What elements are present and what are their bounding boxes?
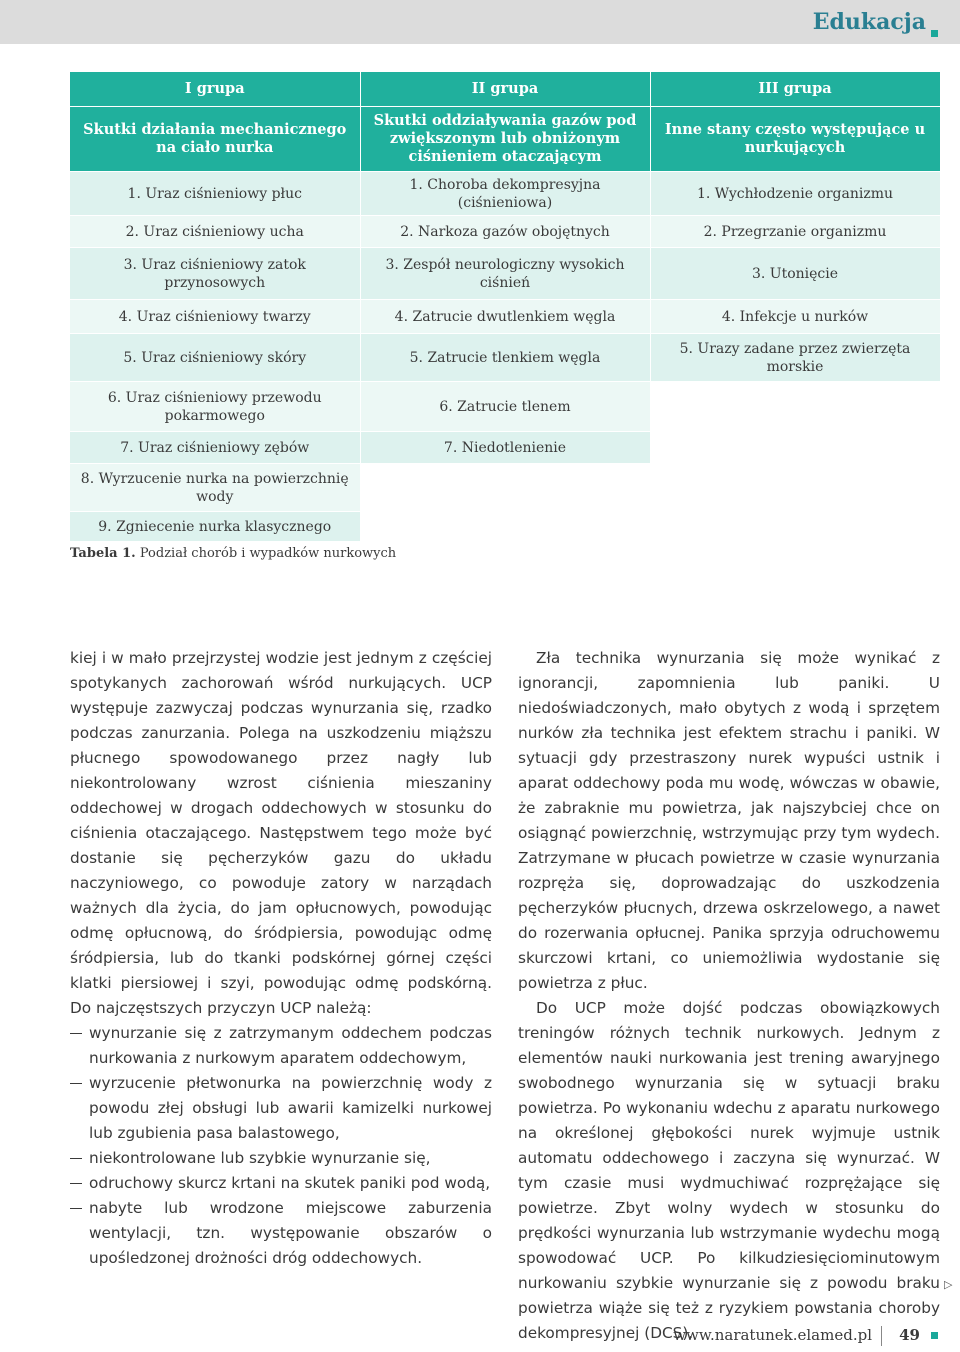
group-subheader-3: Inne stany często występujące u nurkujących (650, 107, 940, 172)
footer-divider (881, 1326, 882, 1346)
table-cell: 1. Uraz ciśnieniowy płuc (70, 172, 360, 216)
list-item: wynurzanie się z zatrzymanym oddechem podczas nurkowania z nurkowym aparatem oddechowym, (70, 1021, 492, 1071)
table-cell: 4. Uraz ciśnieniowy twarzy (70, 300, 360, 334)
table-row (70, 216, 940, 248)
table-cell: 8. Wyrzucenie nurka na powierzchnię wody (70, 464, 360, 512)
table-cell: 7. Niedotlenienie (360, 432, 650, 464)
table-cell-empty (650, 382, 940, 432)
list-item: niekontrolowane lub szybkie wynurzanie się, (70, 1146, 492, 1171)
footer-accent-square (931, 1332, 938, 1339)
disease-classification-table (70, 72, 941, 542)
table-cell: 6. Zatrucie tlenem (360, 382, 650, 432)
table-row (70, 512, 940, 542)
table-cell-empty (360, 464, 650, 512)
table-cell: 1. Wychłodzenie organizmu (650, 172, 940, 216)
group-header-2: II grupa (360, 72, 650, 107)
table-cell: 1. Choroba dekompresyjna (ciśnieniowa) (360, 172, 650, 216)
table-cell-empty (650, 432, 940, 464)
table-row (70, 172, 940, 216)
table-cell: 2. Przegrzanie organizmu (650, 216, 940, 248)
table-cell: 7. Uraz ciśnieniowy zębów (70, 432, 360, 464)
table-cell: 3. Zespół neurologiczny wysokich ciśnień (360, 248, 650, 300)
group-header-3: III grupa (650, 72, 940, 107)
article-paragraph: kiej i w mało przejrzystej wodzie jest jednym z częściej spotykanych zachorowań wśród nurkujących. UCP występuje zazwyczaj podczas wynurzania się, rzadko podczas zanurzania. Polega na uszkodzeniu miąższu płucnego spowodowanego przez nagły lub niekontrolowany wzrost ciśnienia mieszaniny oddechowej w drogach oddechowych w stosunku do ciśnienia otaczającego. Następstwem tego może być dostanie się pęcherzyków gazu do układu naczyniowego, co powoduje zatory w narządach ważnych dla życia, do jam opłucnowych, powodując odmę opłucnową, do śródpiersia, powodując odmę śródpiersia, lub do tkanki podskórnej górnej części klatki piersiowej i szyi, powodując odmę podskórną. Do najczęstszych przyczyn UCP należą: (70, 649, 492, 1017)
table-cell: 5. Uraz ciśnieniowy skóry (70, 334, 360, 382)
page-number: 49 (899, 1326, 920, 1344)
article-paragraph: Zła technika wynurzania się może wynikać z ignorancji, zapomnienia lub paniki. U niedoświadczonych, mało obytych z wodą i sprzętem nurków zła technika jest efektem strachu i paniki. W sytuacji gdy przestraszony nurek wypuści ustnik i aparat oddechowy poda mu wodę, wówczas w obawie, że zabraknie mu powietrza, jak najszybciej chce on osiągnąć powierzchnię, wstrzymując przy tym wydech. Zatrzymane w płucach powietrze w czasie wynurzania rozpręża się, doprowadzając do uszkodzenia pęcherzyków płucnych, drzewa oskrzelowego, a nawet do rozerwania opłucnej. Panika sprzyja odruchowemu skurczowi krtani, co uniemożliwia wydostanie się powietrza z płuc. (518, 649, 940, 992)
table-cell: 2. Uraz ciśnieniowy ucha (70, 216, 360, 248)
table-row (70, 382, 940, 432)
table-cell: 2. Narkoza gazów obojętnych (360, 216, 650, 248)
table-cell: 3. Uraz ciśnieniowy zatok przynosowych (70, 248, 360, 300)
table-cell: 5. Urazy zadane przez zwierzęta morskie (650, 334, 940, 382)
table-cell-empty (360, 512, 650, 542)
caption-text: Podział chorób i wypadków nurkowych (135, 546, 397, 561)
table-row (70, 432, 940, 464)
table-cell-empty (650, 464, 940, 512)
caption-label: Tabela 1. (70, 546, 136, 561)
table-row (70, 334, 940, 382)
table-row (70, 464, 940, 512)
list-item: nabyte lub wrodzone miejscowe zaburzenia wentylacji, tzn. występowanie obszarów o upośledzonej drożności dróg oddechowych. (70, 1196, 492, 1271)
group-subheader-2: Skutki oddziaływania gazów pod zwiększonym lub obniżonym ciśnieniem otaczającym (360, 107, 650, 172)
group-subheader-1: Skutki działania mechanicznego na ciało nurka (70, 107, 360, 172)
cause-list (70, 1021, 492, 1271)
list-item: odruchowy skurcz krtani na skutek paniki pod wodą, (70, 1171, 492, 1196)
table-cell: 4. Zatrucie dwutlenkiem węgla (360, 300, 650, 334)
table-cell: 6. Uraz ciśnieniowy przewodu pokarmowego (70, 382, 360, 432)
footer-website: www.naratunek.elamed.pl (673, 1326, 872, 1344)
group-header-1: I grupa (70, 72, 360, 107)
article-paragraph: Do UCP może dojść podczas obowiązkowych treningów różnych technik nurkowych. Jednym z elementów nauki nurkowania jest trening awaryjnego swobodnego wynurzania się w sytuacji braku powietrza. Po wykonaniu wdechu z aparatu nurkowego na określonej głębokości nurek wyjmuje ustnik automatu oddechowego i zaczyna się wynurzać. W tym czasie musi wydmuchiwać rozprężające się powietrze. Zbyt wolny wydech w stosunku do prędkości wynurzania lub wstrzymanie wydechu mogą spowodować UCP. Po kilkudziesięciominutowym nurkowaniu szybkie wynurzanie się z powodu braku powietrza wiąże się też z ryzykiem powstania choroby dekompresyjnej (DCS). (518, 999, 940, 1342)
table-cell: 3. Utonięcie (650, 248, 940, 300)
table-cell-empty (650, 512, 940, 542)
table-cell: 5. Zatrucie tlenkiem węgla (360, 334, 650, 382)
section-title: Edukacja (812, 9, 926, 35)
table-row (70, 300, 940, 334)
table-caption (70, 546, 396, 561)
header-accent-square (931, 30, 938, 37)
table-cell: 9. Zgniecenie nurka klasycznego (70, 512, 360, 542)
list-item: wyrzucenie płetwonurka na powierzchnię wody z powodu złej obsługi lub awarii kamizelki nurkowej lub zgubienia pasa balastowego, (70, 1071, 492, 1146)
article-column-left (70, 646, 492, 1271)
article-column-right (518, 646, 940, 1346)
continue-arrow-icon: ▷ (944, 1278, 953, 1291)
table-cell: 4. Infekcje u nurków (650, 300, 940, 334)
table-row (70, 248, 940, 300)
